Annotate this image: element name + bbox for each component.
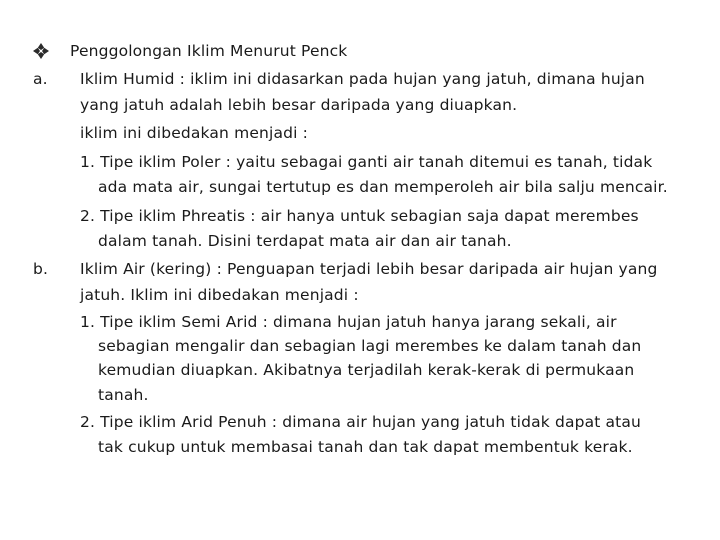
item-a-sub-2-line-2: dalam tanah. Disini terdapat mata air dan air tanah. (98, 232, 512, 250)
item-b-marker: b. (33, 260, 49, 278)
item-b-sub-1-line-3: kemudian diuapkan. Akibatnya terjadilah kerak-kerak di permukaan (98, 361, 635, 379)
item-b-sub-2-line-1: 2. Tipe iklim Arid Penuh : dimana air hujan yang jatuh tidak dapat atau (80, 413, 642, 431)
item-a-sub-1-line-1: 1. Tipe iklim Poler : yaitu sebagai ganti air tanah ditemui es tanah, tidak (80, 153, 653, 171)
item-b-line-2: jatuh. Iklim ini dibedakan menjadi : (80, 286, 359, 304)
item-b-sub-1-line-1: 1. Tipe iklim Semi Arid : dimana hujan jatuh hanya jarang sekali, air (80, 313, 617, 331)
item-b-sub-2-line-2: tak cukup untuk membasai tanah dan tak dapat membentuk kerak. (98, 438, 633, 456)
item-a-sub-2-line-1: 2. Tipe iklim Phreatis : air hanya untuk sebagian saja dapat merembes (80, 207, 639, 225)
item-b-sub-1-line-4: tanah. (98, 386, 149, 404)
page-title: Penggolongan Iklim Menurut Penck (70, 42, 348, 60)
item-a-line-2: yang jatuh adalah lebih besar daripada yang diuapkan. (80, 96, 518, 114)
item-b-line-1: Iklim Air (kering) : Penguapan terjadi lebih besar daripada air hujan yang (80, 260, 658, 278)
item-b-sub-1-line-2: sebagian mengalir dan sebagian lagi merembes ke dalam tanah dan (98, 337, 642, 355)
diamond-bullet-icon (32, 42, 50, 60)
item-a-sub-1-line-2: ada mata air, sungai tertutup es dan memperoleh air bila salju mencair. (98, 178, 668, 196)
item-a-line-3: iklim ini dibedakan menjadi : (80, 124, 309, 142)
item-a-line-1: Iklim Humid : iklim ini didasarkan pada hujan yang jatuh, dimana hujan (80, 70, 645, 88)
item-a-marker: a. (33, 70, 48, 88)
